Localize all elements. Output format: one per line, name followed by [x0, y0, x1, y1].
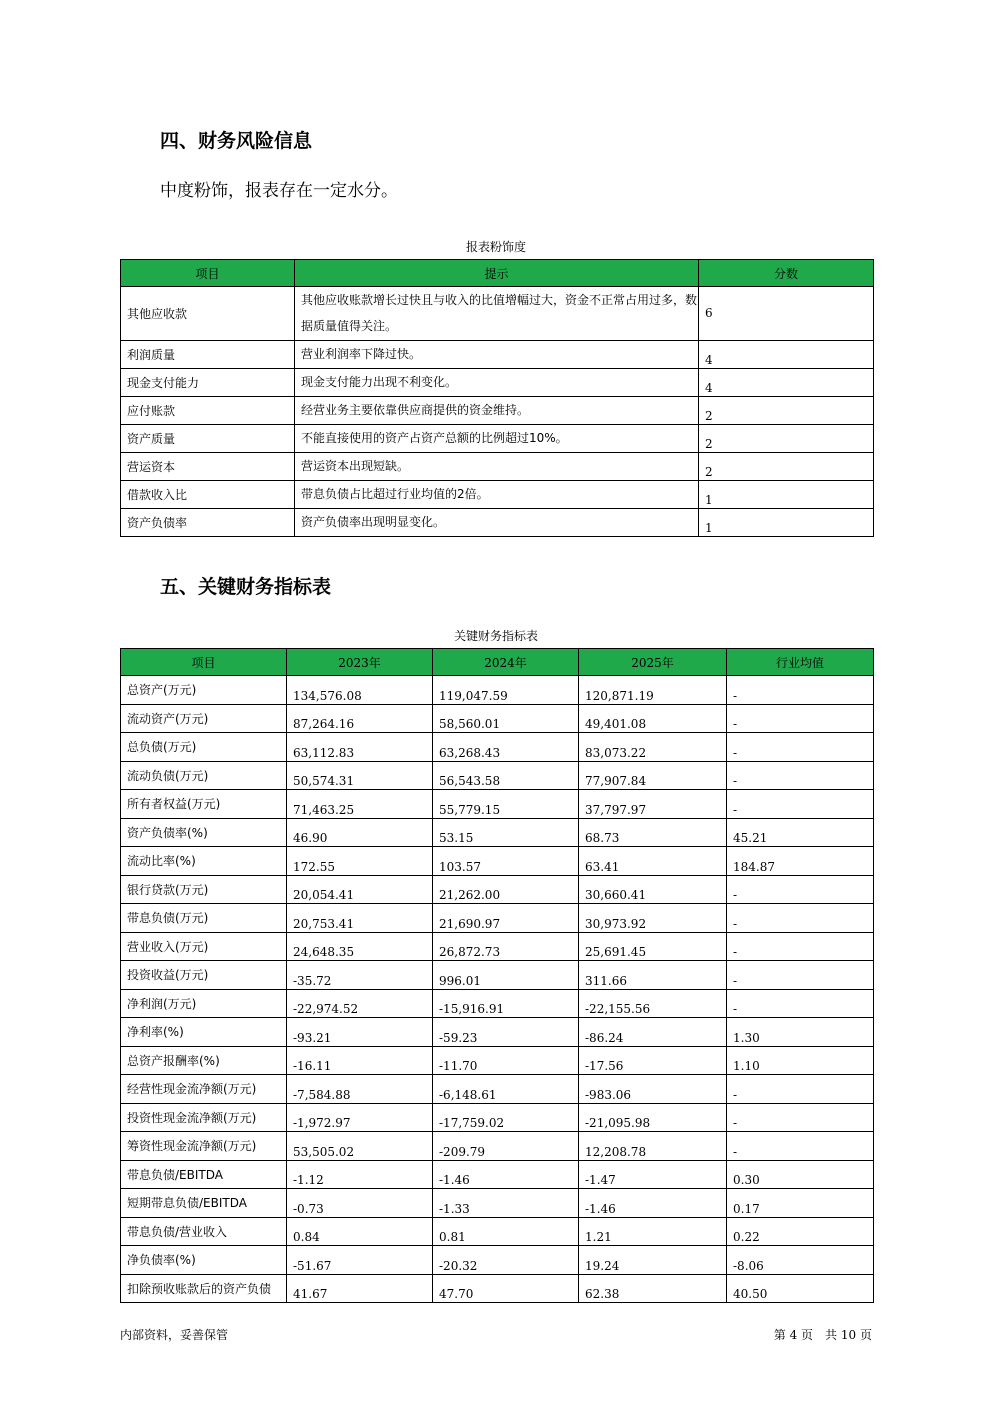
kpi-2025: -22,155.56: [579, 989, 727, 1018]
risk-item: 现金支付能力: [121, 369, 295, 397]
kpi-2024: 53.15: [433, 818, 579, 847]
kpi-2024: -59.23: [433, 1018, 579, 1047]
kpi-item: 带息负债(万元): [121, 904, 287, 933]
page-mid: 页 共: [801, 1328, 838, 1342]
kpi-row: [121, 676, 874, 705]
kpi-industry-avg: -: [727, 676, 874, 705]
kpi-2023: -22,974.52: [287, 989, 433, 1018]
kpi-table-header: [121, 649, 874, 676]
kpi-2023: 50,574.31: [287, 761, 433, 790]
kpi-row: [121, 1075, 874, 1104]
risk-table-caption: 报表粉饰度: [465, 240, 526, 254]
kpi-item: 资产负债率(%): [121, 818, 287, 847]
kpi-2025: -86.24: [579, 1018, 727, 1047]
kpi-row: [121, 1246, 874, 1275]
kpi-row: [121, 1160, 874, 1189]
kpi-industry-avg: -: [727, 790, 874, 819]
kpi-item: 营业收入(万元): [121, 932, 287, 961]
kpi-2025: 1.21: [579, 1217, 727, 1246]
kpi-industry-avg: 40.50: [727, 1274, 874, 1303]
kpi-2024: 21,690.97: [433, 904, 579, 933]
kpi-row: [121, 847, 874, 876]
risk-table-header: [121, 260, 874, 287]
risk-table: [120, 259, 874, 537]
risk-tip: 营运资本出现短缺。: [295, 453, 699, 481]
kpi-2023: 53,505.02: [287, 1132, 433, 1161]
kpi-item: 短期带息负债/EBITDA: [121, 1189, 287, 1218]
kpi-item: 总负债(万元): [121, 733, 287, 762]
kpi-2024: 26,872.73: [433, 932, 579, 961]
risk-tip: 其他应收账款增长过快且与收入的比值增幅过大，资金不正常占用过多，数据质量值得关注。: [295, 287, 699, 341]
kpi-row: [121, 1018, 874, 1047]
kpi-row: [121, 989, 874, 1018]
risk-score: 1: [699, 481, 874, 509]
kpi-item: 经营性现金流净额(万元): [121, 1075, 287, 1104]
kpi-2024: -11.70: [433, 1046, 579, 1075]
risk-item: 营运资本: [121, 453, 295, 481]
header-2024: 2024年: [433, 649, 579, 676]
header-2025: 2025年: [579, 649, 727, 676]
kpi-2025: 311.66: [579, 961, 727, 990]
risk-score: 2: [699, 425, 874, 453]
kpi-item: 带息负债/营业收入: [121, 1217, 287, 1246]
kpi-row: [121, 1274, 874, 1303]
kpi-2025: 63.41: [579, 847, 727, 876]
kpi-row: [121, 790, 874, 819]
kpi-item: 流动比率(%): [121, 847, 287, 876]
kpi-2024: 103.57: [433, 847, 579, 876]
kpi-industry-avg: -: [727, 733, 874, 762]
kpi-industry-avg: -: [727, 1075, 874, 1104]
kpi-industry-avg: -: [727, 961, 874, 990]
kpi-row: [121, 875, 874, 904]
kpi-2023: 41.67: [287, 1274, 433, 1303]
risk-row: [121, 481, 874, 509]
kpi-row: [121, 761, 874, 790]
kpi-row: [121, 1046, 874, 1075]
risk-tip: 营业利润率下降过快。: [295, 341, 699, 369]
page-prefix: 第: [773, 1328, 786, 1342]
kpi-2023: 24,648.35: [287, 932, 433, 961]
kpi-item: 带息负债/EBITDA: [121, 1160, 287, 1189]
kpi-2023: -1.12: [287, 1160, 433, 1189]
kpi-2024: 0.81: [433, 1217, 579, 1246]
kpi-2025: 30,973.92: [579, 904, 727, 933]
risk-row: [121, 287, 874, 341]
risk-section-heading: 四、财务风险信息: [160, 130, 313, 152]
kpi-2023: 87,264.16: [287, 704, 433, 733]
kpi-2024: 63,268.43: [433, 733, 579, 762]
kpi-2024: -209.79: [433, 1132, 579, 1161]
page-current: 4: [789, 1328, 798, 1342]
kpi-table-caption: 关键财务指标表: [453, 629, 538, 643]
kpi-row: [121, 1132, 874, 1161]
kpi-item: 流动负债(万元): [121, 761, 287, 790]
kpi-row: [121, 704, 874, 733]
kpi-item: 总资产(万元): [121, 676, 287, 705]
risk-row: [121, 453, 874, 481]
risk-row: [121, 425, 874, 453]
kpi-industry-avg: 0.30: [727, 1160, 874, 1189]
kpi-2024: -6,148.61: [433, 1075, 579, 1104]
kpi-2025: 68.73: [579, 818, 727, 847]
risk-row: [121, 509, 874, 537]
kpi-2025: 37,797.97: [579, 790, 727, 819]
kpi-industry-avg: -: [727, 875, 874, 904]
header-item: 项目: [121, 260, 295, 287]
risk-score: 2: [699, 453, 874, 481]
risk-tip: 经营业务主要依靠供应商提供的资金维持。: [295, 397, 699, 425]
risk-item: 其他应收款: [121, 287, 295, 341]
kpi-2023: -7,584.88: [287, 1075, 433, 1104]
kpi-row: [121, 904, 874, 933]
header-tip: 提示: [295, 260, 699, 287]
kpi-2023: 20,054.41: [287, 875, 433, 904]
kpi-2024: 119,047.59: [433, 676, 579, 705]
kpi-2023: 134,576.08: [287, 676, 433, 705]
kpi-2023: 46.90: [287, 818, 433, 847]
risk-score: 4: [699, 369, 874, 397]
risk-score: 6: [699, 287, 874, 341]
kpi-industry-avg: -8.06: [727, 1246, 874, 1275]
risk-tip: 不能直接使用的资产占资产总额的比例超过10%。: [295, 425, 699, 453]
kpi-industry-avg: -: [727, 989, 874, 1018]
kpi-2024: -20.32: [433, 1246, 579, 1275]
kpi-row: [121, 733, 874, 762]
kpi-item: 筹资性现金流净额(万元): [121, 1132, 287, 1161]
kpi-2025: 83,073.22: [579, 733, 727, 762]
footer-confidential: 内部资料，妥善保管: [120, 1328, 229, 1342]
kpi-industry-avg: 0.22: [727, 1217, 874, 1246]
kpi-2024: 56,543.58: [433, 761, 579, 790]
kpi-row: [121, 961, 874, 990]
kpi-2024: 996.01: [433, 961, 579, 990]
kpi-2024: 55,779.15: [433, 790, 579, 819]
page-total: 10: [840, 1328, 857, 1342]
kpi-2025: -1.47: [579, 1160, 727, 1189]
risk-row: [121, 397, 874, 425]
kpi-2024: 47.70: [433, 1274, 579, 1303]
kpi-industry-avg: -: [727, 761, 874, 790]
risk-tip: 现金支付能力出现不利变化。: [295, 369, 699, 397]
kpi-2025: 77,907.84: [579, 761, 727, 790]
risk-item: 资产质量: [121, 425, 295, 453]
kpi-item: 银行贷款(万元): [121, 875, 287, 904]
kpi-2023: -0.73: [287, 1189, 433, 1218]
header-2023: 2023年: [287, 649, 433, 676]
kpi-industry-avg: 1.30: [727, 1018, 874, 1047]
risk-tip: 资产负债率出现明显变化。: [295, 509, 699, 537]
kpi-2023: 63,112.83: [287, 733, 433, 762]
header-score: 分数: [699, 260, 874, 287]
risk-row: [121, 341, 874, 369]
kpi-2025: -21,095.98: [579, 1103, 727, 1132]
kpi-2025: 49,401.08: [579, 704, 727, 733]
kpi-2024: -15,916.91: [433, 989, 579, 1018]
kpi-2025: 30,660.41: [579, 875, 727, 904]
kpi-row: [121, 932, 874, 961]
kpi-2024: -1.46: [433, 1160, 579, 1189]
kpi-item: 投资收益(万元): [121, 961, 287, 990]
risk-item: 应付账款: [121, 397, 295, 425]
kpi-item: 流动资产(万元): [121, 704, 287, 733]
kpi-2024: -1.33: [433, 1189, 579, 1218]
risk-summary: 中度粉饰，报表存在一定水分。: [160, 181, 398, 201]
kpi-industry-avg: -: [727, 1103, 874, 1132]
kpi-item: 投资性现金流净额(万元): [121, 1103, 287, 1132]
kpi-industry-avg: 0.17: [727, 1189, 874, 1218]
kpi-2025: 25,691.45: [579, 932, 727, 961]
kpi-industry-avg: 1.10: [727, 1046, 874, 1075]
kpi-2025: -17.56: [579, 1046, 727, 1075]
kpi-row: [121, 1217, 874, 1246]
kpi-2025: -983.06: [579, 1075, 727, 1104]
risk-item: 利润质量: [121, 341, 295, 369]
kpi-2023: -51.67: [287, 1246, 433, 1275]
kpi-2023: -93.21: [287, 1018, 433, 1047]
page-suffix: 页: [859, 1328, 872, 1342]
kpi-2023: 71,463.25: [287, 790, 433, 819]
kpi-industry-avg: -: [727, 704, 874, 733]
risk-score: 4: [699, 341, 874, 369]
kpi-2023: 0.84: [287, 1217, 433, 1246]
kpi-2023: 172.55: [287, 847, 433, 876]
kpi-2024: 21,262.00: [433, 875, 579, 904]
kpi-item: 净利率(%): [121, 1018, 287, 1047]
header-item: 项目: [121, 649, 287, 676]
kpi-industry-avg: 45.21: [727, 818, 874, 847]
kpi-2024: -17,759.02: [433, 1103, 579, 1132]
kpi-industry-avg: -: [727, 1132, 874, 1161]
kpi-2025: 19.24: [579, 1246, 727, 1275]
kpi-2025: -1.46: [579, 1189, 727, 1218]
risk-tip: 带息负债占比超过行业均值的2倍。: [295, 481, 699, 509]
kpi-industry-avg: -: [727, 932, 874, 961]
kpi-2025: 12,208.78: [579, 1132, 727, 1161]
kpi-2023: 20,753.41: [287, 904, 433, 933]
risk-score: 1: [699, 509, 874, 537]
kpi-industry-avg: 184.87: [727, 847, 874, 876]
risk-row: [121, 369, 874, 397]
kpi-2023: -35.72: [287, 961, 433, 990]
page-number: [774, 1326, 872, 1343]
kpi-row: [121, 1189, 874, 1218]
kpi-item: 净负债率(%): [121, 1246, 287, 1275]
kpi-table: [120, 648, 874, 1303]
risk-item: 资产负债率: [121, 509, 295, 537]
kpi-item: 净利润(万元): [121, 989, 287, 1018]
kpi-row: [121, 818, 874, 847]
kpi-section-heading: 五、关键财务指标表: [160, 576, 332, 598]
kpi-row: [121, 1103, 874, 1132]
kpi-2025: 120,871.19: [579, 676, 727, 705]
kpi-item: 总资产报酬率(%): [121, 1046, 287, 1075]
kpi-2025: 62.38: [579, 1274, 727, 1303]
kpi-2024: 58,560.01: [433, 704, 579, 733]
header-industry-avg: 行业均值: [727, 649, 874, 676]
kpi-item: 扣除预收账款后的资产负债: [121, 1274, 287, 1303]
kpi-item: 所有者权益(万元): [121, 790, 287, 819]
risk-score: 2: [699, 397, 874, 425]
kpi-industry-avg: -: [727, 904, 874, 933]
kpi-2023: -16.11: [287, 1046, 433, 1075]
risk-item: 借款收入比: [121, 481, 295, 509]
kpi-2023: -1,972.97: [287, 1103, 433, 1132]
